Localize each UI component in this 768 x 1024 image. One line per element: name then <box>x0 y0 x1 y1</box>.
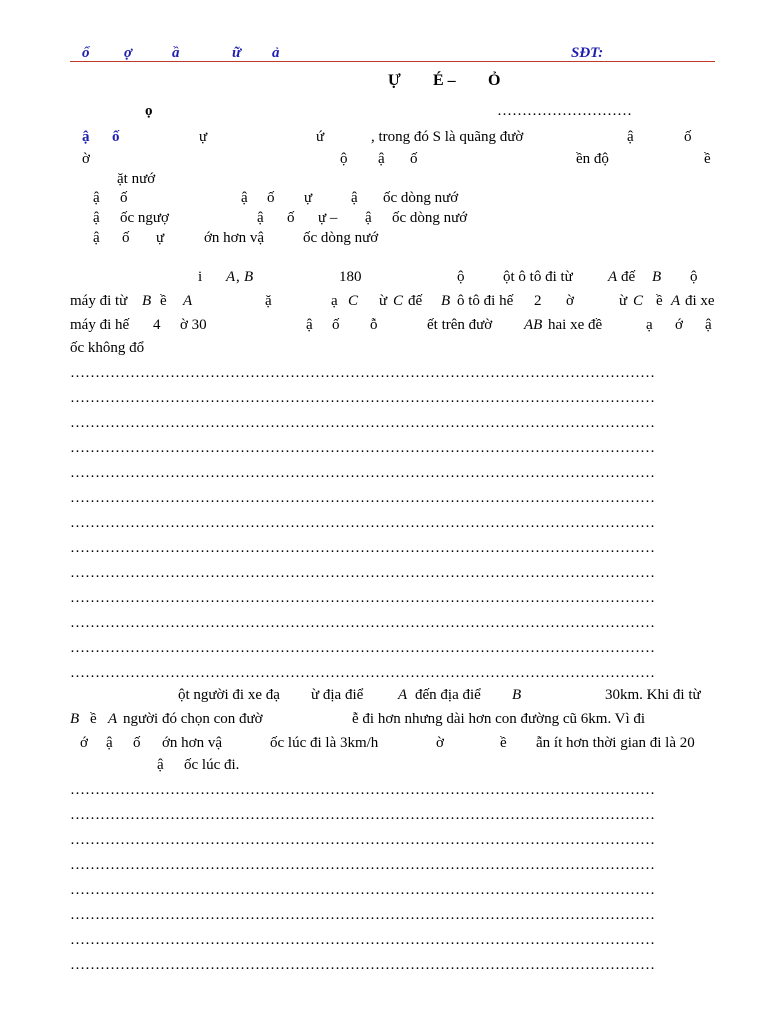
p2-text: ớ <box>80 735 88 751</box>
p1-text: ớ <box>675 317 683 333</box>
header-char: ợ <box>124 45 133 61</box>
p2-text: ột người đi xe đạ <box>178 687 280 703</box>
theory-char: ộ <box>340 151 348 167</box>
p1-text: C <box>348 293 359 309</box>
p1-text: ặ <box>265 293 272 309</box>
p2-text: ớn hơn vậ <box>162 735 223 751</box>
p2-text: B <box>70 711 80 727</box>
theory-text: ặt nướ <box>117 171 156 187</box>
name-dots: ……………………… <box>497 103 632 119</box>
theory-char: ố <box>120 190 128 206</box>
theory-char: ậ <box>378 151 385 167</box>
p1-text: máy đi hế <box>70 317 130 333</box>
answer-line[interactable]: ……………………………………………………………………………………………………… <box>70 515 655 531</box>
p2-text: B <box>512 687 522 703</box>
header-char: ổ <box>82 45 90 61</box>
p1-text: đế <box>408 293 423 309</box>
p1-text: A <box>183 293 193 309</box>
p1-text: , <box>236 269 240 285</box>
p1-text: máy đi từ <box>70 293 128 309</box>
p1-text: ừ <box>379 293 388 309</box>
p1-text: ỗ <box>370 317 378 333</box>
answer-line[interactable]: ……………………………………………………………………………………………………… <box>70 882 655 898</box>
p1-text: ờ 30 <box>180 317 207 333</box>
p1-text: A <box>671 293 681 309</box>
p2-text: ừ địa điể <box>311 687 364 703</box>
p2-text: ờ <box>436 735 444 751</box>
theory-char: ờ <box>82 151 90 167</box>
p1-text: ố <box>332 317 340 333</box>
answer-line[interactable]: ……………………………………………………………………………………………………… <box>70 907 655 923</box>
p2-text: ốc lúc đi. <box>184 757 240 773</box>
answer-line[interactable]: ……………………………………………………………………………………………………… <box>70 957 655 973</box>
theory-char: ự – <box>318 210 338 226</box>
title-char: É – <box>433 72 456 89</box>
answer-line[interactable]: ……………………………………………………………………………………………………… <box>70 640 655 656</box>
answer-line[interactable]: ……………………………………………………………………………………………………… <box>70 565 655 581</box>
theory-char: ốc dòng nướ <box>303 230 379 246</box>
answer-line[interactable]: ……………………………………………………………………………………………………… <box>70 390 655 406</box>
p1-text: AB <box>524 317 543 333</box>
answer-line[interactable]: ……………………………………………………………………………………………………… <box>70 440 655 456</box>
p2-text: 30km. Khi đi từ <box>605 687 701 703</box>
answer-line[interactable]: ……………………………………………………………………………………………………… <box>70 590 655 606</box>
p2-text: ề <box>500 735 507 751</box>
p1-text: 4 <box>153 317 161 333</box>
p1-text: ết trên đườ <box>427 317 493 333</box>
theory-char: ậ <box>93 210 100 226</box>
theory-text: ốc dòng nướ <box>392 210 468 226</box>
theory-char: ứ <box>316 129 325 145</box>
theory-char: ố <box>684 129 692 145</box>
theory-char: ốc ngượ <box>120 210 169 226</box>
theory-char: ố <box>112 129 120 145</box>
p1-text: ờ <box>566 293 574 309</box>
header-char: ầ <box>172 45 180 61</box>
answer-line[interactable]: ……………………………………………………………………………………………………… <box>70 857 655 873</box>
theory-char: ậ <box>93 190 100 206</box>
p1-text: đi xe <box>685 293 715 309</box>
p2-text: ề <box>90 711 97 727</box>
p1-text: ừ <box>619 293 628 309</box>
answer-line[interactable]: ……………………………………………………………………………………………………… <box>70 807 655 823</box>
p1-text: ốc không đổ <box>70 340 145 356</box>
theory-char: ậ <box>365 210 372 226</box>
title-char: Ự <box>388 72 401 89</box>
p1-text: ề <box>160 293 167 309</box>
answer-line[interactable]: ……………………………………………………………………………………………………… <box>70 415 655 431</box>
theory-char: ậ <box>351 190 358 206</box>
p2-text: người đó chọn con đườ <box>123 711 263 727</box>
answer-line[interactable]: ……………………………………………………………………………………………………… <box>70 365 655 381</box>
p2-text: đến địa điể <box>415 687 481 703</box>
p2-text: ẫn ít hơn thời gian đi là 20 <box>536 735 695 751</box>
theory-char: ậ <box>82 129 90 145</box>
answer-line[interactable]: ……………………………………………………………………………………………………… <box>70 832 655 848</box>
theory-char: ố <box>267 190 275 206</box>
answer-line[interactable]: ……………………………………………………………………………………………………… <box>70 615 655 631</box>
p1-text: ề <box>656 293 663 309</box>
p1-text: B <box>142 293 152 309</box>
name-label: ọ <box>145 103 153 119</box>
theory-char: ự <box>156 230 165 246</box>
theory-char: ậ <box>241 190 248 206</box>
theory-char: ự <box>304 190 313 206</box>
p1-text: C <box>633 293 644 309</box>
p1-text: ô tô đi hế <box>457 293 514 309</box>
p1-text: ột ô tô đi từ <box>503 269 573 285</box>
answer-line[interactable]: ……………………………………………………………………………………………………… <box>70 782 655 798</box>
theory-char: ậ <box>257 210 264 226</box>
answer-line[interactable]: ……………………………………………………………………………………………………… <box>70 465 655 481</box>
p2-text: A <box>398 687 408 703</box>
p1-text: C <box>393 293 404 309</box>
theory-char: ố <box>287 210 295 226</box>
theory-char: ề <box>704 151 711 167</box>
p1-text: ạ <box>646 317 653 333</box>
answer-line[interactable]: ……………………………………………………………………………………………………… <box>70 665 655 681</box>
p1-text: hai xe đề <box>548 317 603 333</box>
title-char: Ỏ <box>488 72 501 89</box>
p1-text: ạ <box>331 293 338 309</box>
p1-text: 2 <box>534 293 542 309</box>
p1-text: A <box>608 269 618 285</box>
phone-label: SĐT: <box>571 45 604 61</box>
theory-char: ậ <box>627 129 634 145</box>
header-char: ả <box>272 45 280 61</box>
answer-line[interactable]: ……………………………………………………………………………………………………… <box>70 540 655 556</box>
theory-char: ền độ <box>576 151 609 167</box>
p1-text: A <box>226 269 236 285</box>
p2-text: ốc lúc đi là 3km/h <box>270 735 379 751</box>
p1-text: ộ <box>457 269 465 285</box>
answer-line[interactable]: ……………………………………………………………………………………………………… <box>70 490 655 506</box>
p2-text: ậ <box>157 757 164 773</box>
p1-text: ậ <box>705 317 712 333</box>
p2-text: ố <box>133 735 141 751</box>
p2-text: ậ <box>106 735 113 751</box>
theory-char: ậ <box>93 230 100 246</box>
theory-char: ự <box>199 129 208 145</box>
theory-text: , trong đó S là quãng đườ <box>371 129 524 145</box>
header-char: ữ <box>232 45 241 61</box>
p1-text: 180 <box>339 269 362 285</box>
theory-text: ốc dòng nướ <box>383 190 459 206</box>
p1-text: B <box>441 293 451 309</box>
p2-text: ễ đi hơn nhưng dài hơn con đường cũ 6km. Vì đi <box>352 711 646 727</box>
p1-text: đế <box>621 269 636 285</box>
p2-text: A <box>108 711 118 727</box>
p1-text: B <box>244 269 254 285</box>
p1-text: ộ <box>690 269 698 285</box>
p1-text: ậ <box>306 317 313 333</box>
p1-text: i <box>198 269 203 285</box>
theory-char: ố <box>122 230 130 246</box>
header-rule <box>70 61 715 62</box>
p1-text: B <box>652 269 662 285</box>
answer-line[interactable]: ……………………………………………………………………………………………………… <box>70 932 655 948</box>
theory-char: ớn hơn vậ <box>204 230 265 246</box>
theory-char: ố <box>410 151 418 167</box>
